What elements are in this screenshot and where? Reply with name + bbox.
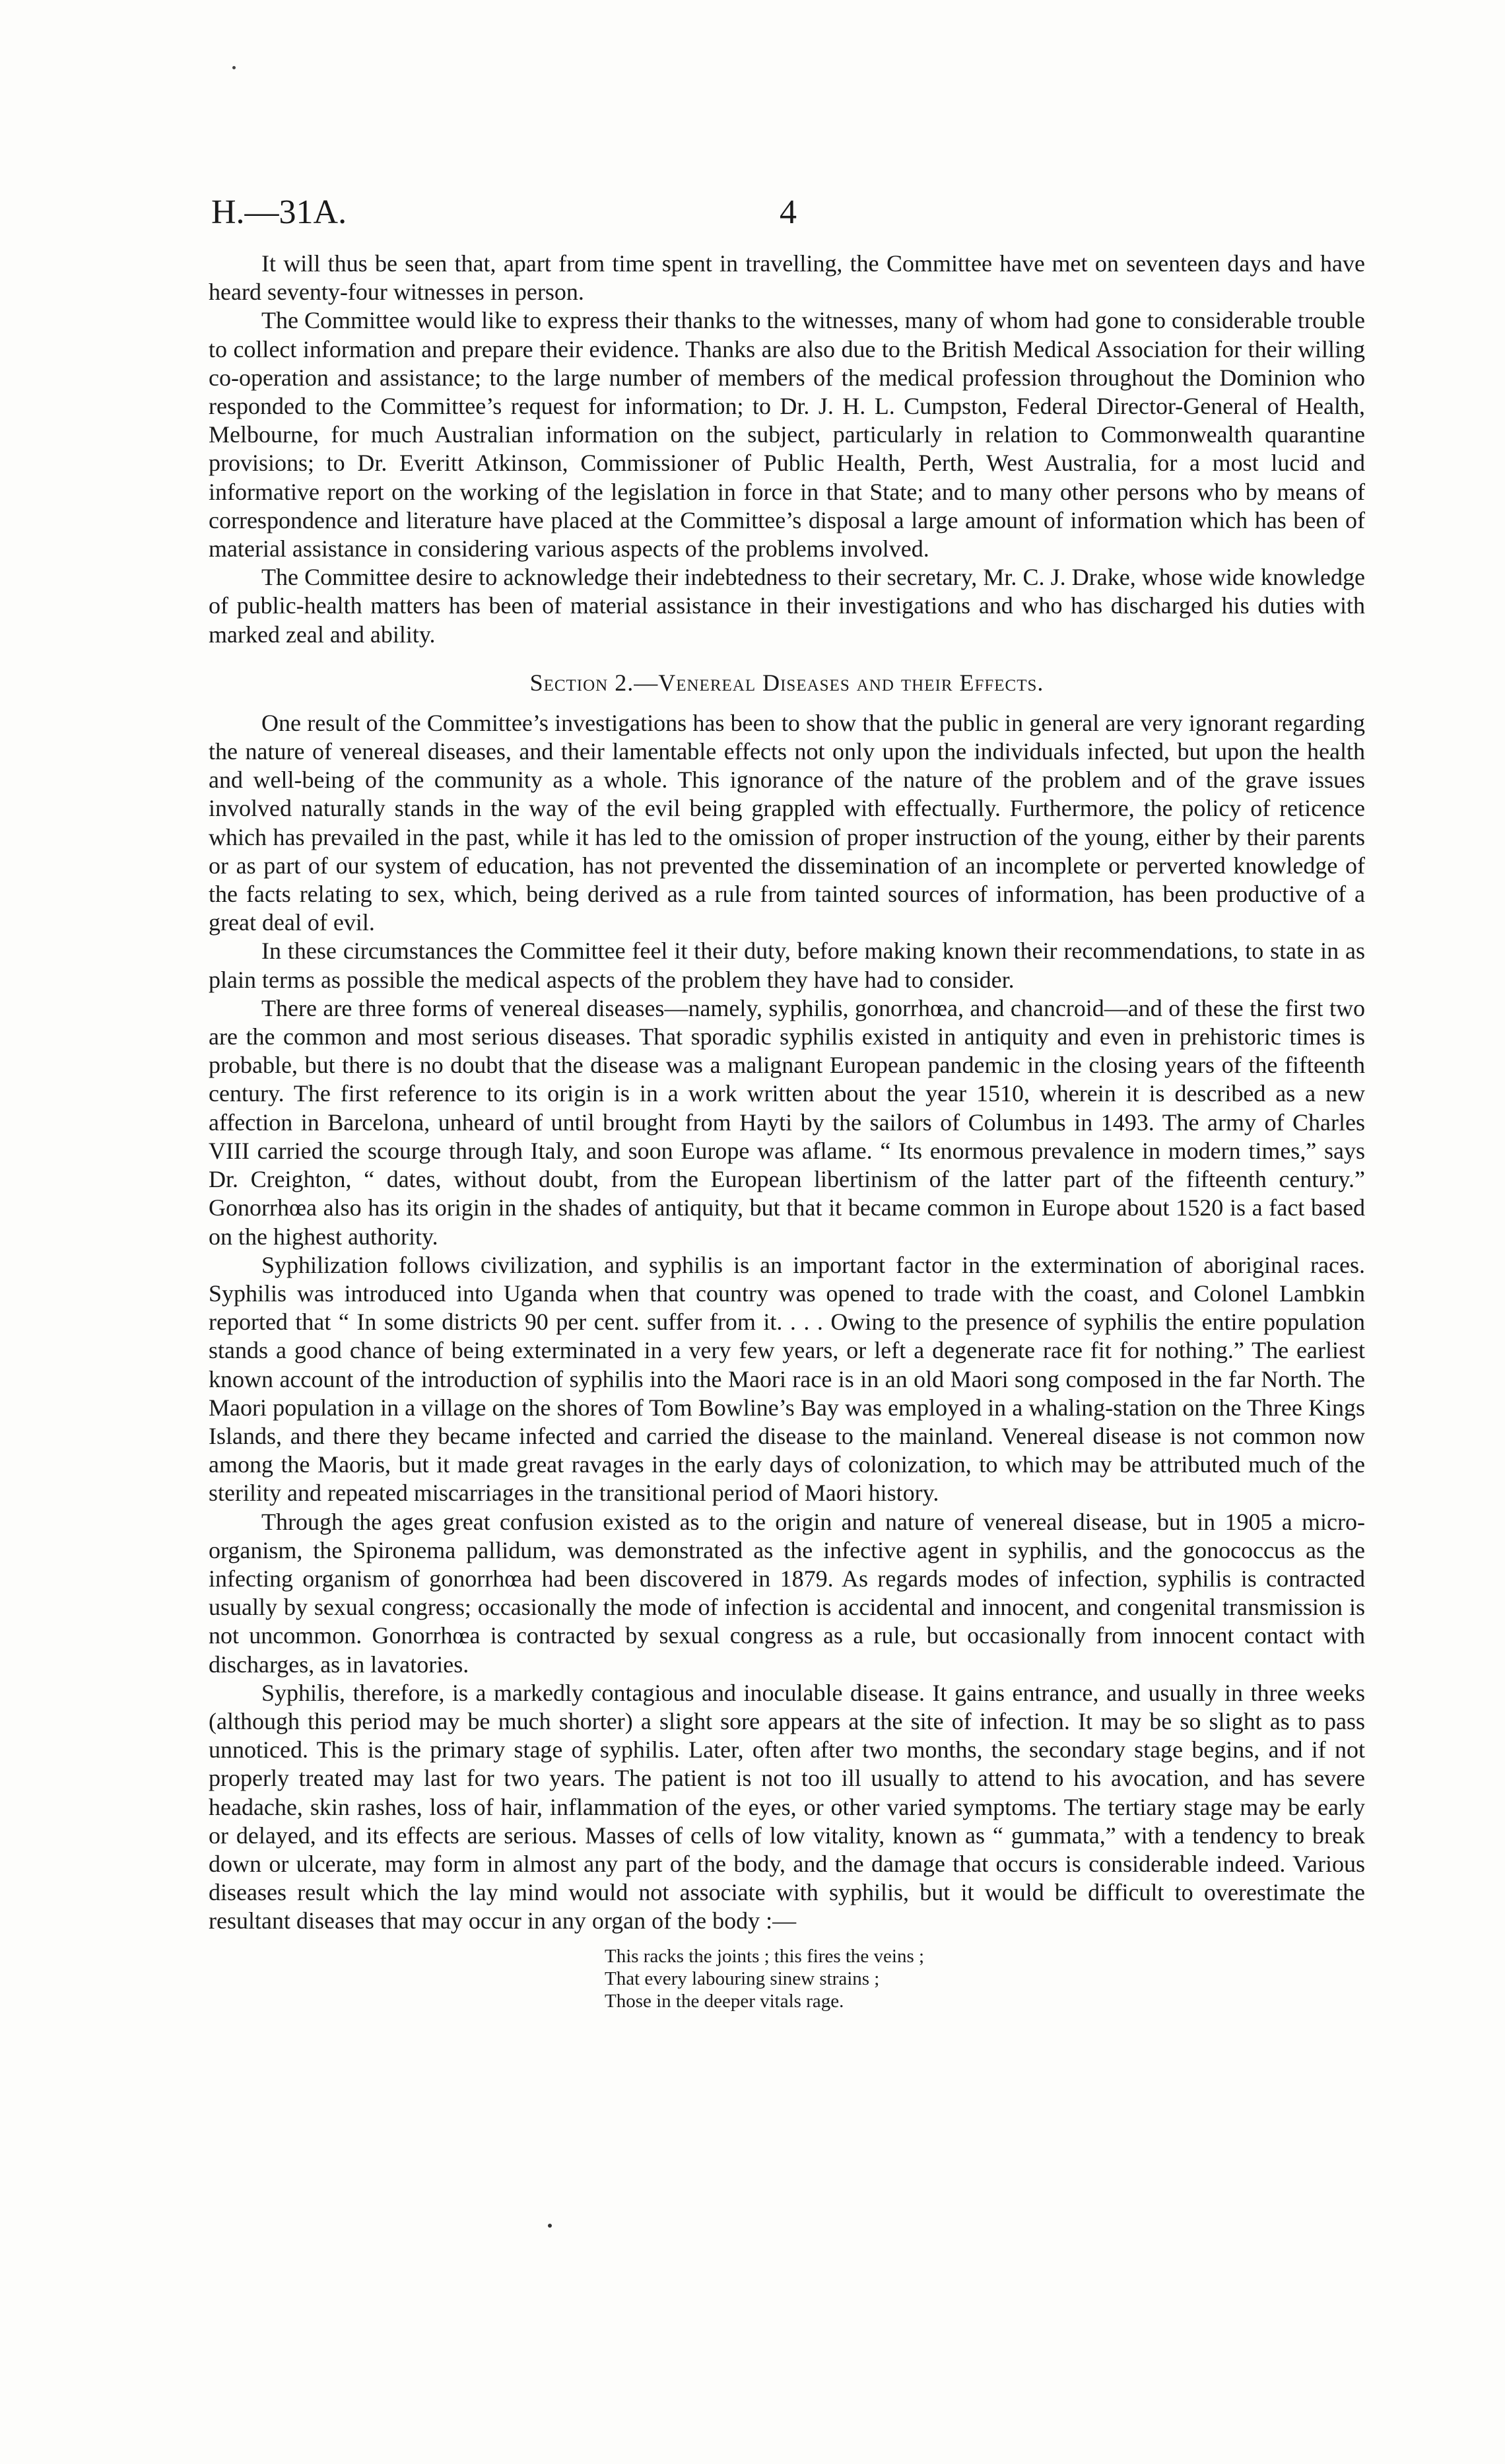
verse-line: Those in the deeper vitals rage. [605,1990,844,2012]
paragraph: The Committee would like to express their thanks to the witnesses, many of whom had gone to considerable trouble to collect information and prepare their evidence. Thanks are also due to the British Medical Association for their willing co-operation and assistance; to the large number of members of the medical profession throughout the Dominion who responded to the Committee’s request for information; to Dr. J. H. L. Cumpston, Federal Director-General of Health, Melbourne, for much Australian information on the subject, particularly in relation to Commonwealth quarantine provisions; to Dr. Everitt Atkinson, Commissioner of Public Health, Perth, West Australia, for a most lucid and informative report on the working of the legislation in force in that State; and to many other persons who by means of correspondence and literature have placed at the Committee’s disposal a large amount of information which has been of material assistance in considering various aspects of the problems involved. [209,307,1365,563]
document-reference: H.—31A. [211,193,347,231]
paragraph: Syphilization follows civilization, and syphilis is an important factor in the extermination of aboriginal races. Syphilis was introduced into Uganda when that country was opened to trade with the coast, and Colonel Lambkin reported that “ In some districts 90 per cent. suffer from it. . . . Owing to the presence of syphilis the entire population stands a good chance of being exterminated in a very few years, or left a degenerate race fit for nothing.” The earliest known account of the introduction of syphilis into the Maori race is in an old Maori song composed in the far North. The Maori population in a village on the shores of Tom Bowline’s Bay was employed in a whaling-station on the Three Kings Islands, and there they became infected and carried the disease to the mainland. Venereal disease is not common now among the Maoris, but it made great ravages in the early days of colonization, to which may be attributed much of the sterility and repeated miscarriages in the transitional period of Maori history. [209,1251,1365,1507]
verse-quotation [605,1945,1365,2012]
page-body [209,250,1365,2012]
print-speck [548,2224,552,2228]
page-header [211,193,1365,232]
verse-line: That every labouring sinew strains ; [605,1968,880,1989]
print-speck [232,66,236,69]
paragraph: The Committee desire to acknowledge their indebtedness to their secretary, Mr. C. J. Drake, whose wide knowledge of public-health matters has been of material assistance in their investigations and who has discharged his duties with marked zeal and ability. [209,564,1365,648]
paragraph: Syphilis, therefore, is a markedly contagious and inoculable disease. It gains entrance, and usually in three weeks (although this period may be much shorter) a slight sore appears at the site of infection. It may be so slight as to pass unnoticed. This is the primary stage of syphilis. Later, often after two months, the secondary stage begins, and if not properly treated may last for two years. The patient is not too ill usually to attend to his avocation, and has severe headache, skin rashes, loss of hair, inflammation of the eyes, or other varied symptoms. The tertiary stage may be early or delayed, and its effects are serious. Masses of cells of low vitality, known as “ gummata,” with a tendency to break down or ulcerate, may form in almost any part of the body, and the damage that occurs is considerable indeed. Various diseases result which the lay mind would not associate with syphilis, but it would be difficult to overestimate the resultant diseases that may occur in any organ of the body :— [209,1679,1365,1934]
paragraph: One result of the Committee’s investigations has been to show that the public in general are very ignorant regarding the nature of venereal diseases, and their lamentable effects not only upon the individuals infected, but upon the health and well-being of the community as a whole. This ignorance of the nature of the problem and of the grave issues involved naturally stands in the way of the evil being grappled with effectually. Furthermore, the policy of reticence which has prevailed in the past, while it has led to the omission of proper instruction of the young, either by their parents or as part of our system of education, has not prevented the dissemination of an incomplete or perverted knowledge of the facts relating to sex, which, being derived as a rule from tainted sources of information, has been productive of a great deal of evil. [209,709,1365,936]
section-heading: Section 2.—Venereal Diseases and their Effects. [529,669,1044,696]
page-number: 4 [780,193,797,231]
paragraph: There are three forms of venereal diseases—namely, syphilis, gonorrhœa, and chancroid—and of these the first two are the common and most serious diseases. That sporadic syphilis existed in antiquity and even in prehistoric times is probable, but there is no doubt that the disease was a malignant European pandemic in the closing years of the fifteenth century. The first reference to its origin is in a work written about the year 1510, wherein it is described as a new affection in Barcelona, unheard of until brought from Hayti by the sailors of Columbus in 1493. The army of Charles VIII carried the scourge through Italy, and soon Europe was aflame. “ Its enormous prevalence in modern times,” says Dr. Creighton, “ dates, without doubt, from the European libertinism of the latter part of the fifteenth century.” Gonorrhœa also has its origin in the shades of antiquity, but that it became common in Europe about 1520 is a fact based on the highest authority. [209,994,1365,1250]
paragraph: In these circumstances the Committee feel it their duty, before making known their recommendations, to state in as plain terms as possible the medical aspects of the problem they have had to consider. [209,938,1365,993]
paragraph: Through the ages great confusion existed as to the origin and nature of venereal disease, but in 1905 a micro-organism, the Spironema pallidum, was demonstrated as the infective agent in syphilis, and the gonococcus as the infecting organism of gonorrhœa had been discovered in 1879. As regards modes of infection, syphilis is contracted usually by sexual congress; occasionally the mode of infection is accidental and innocent, and congenital transmission is not uncommon. Gonorrhœa is contracted by sexual congress as a rule, but occasionally from innocent contact with discharges, as in lavatories. [209,1508,1365,1678]
verse-line: This racks the joints ; this fires the veins ; [605,1945,925,1967]
paragraph: It will thus be seen that, apart from time spent in travelling, the Committee have met on seventeen days and have heard seventy-four witnesses in person. [209,250,1365,306]
